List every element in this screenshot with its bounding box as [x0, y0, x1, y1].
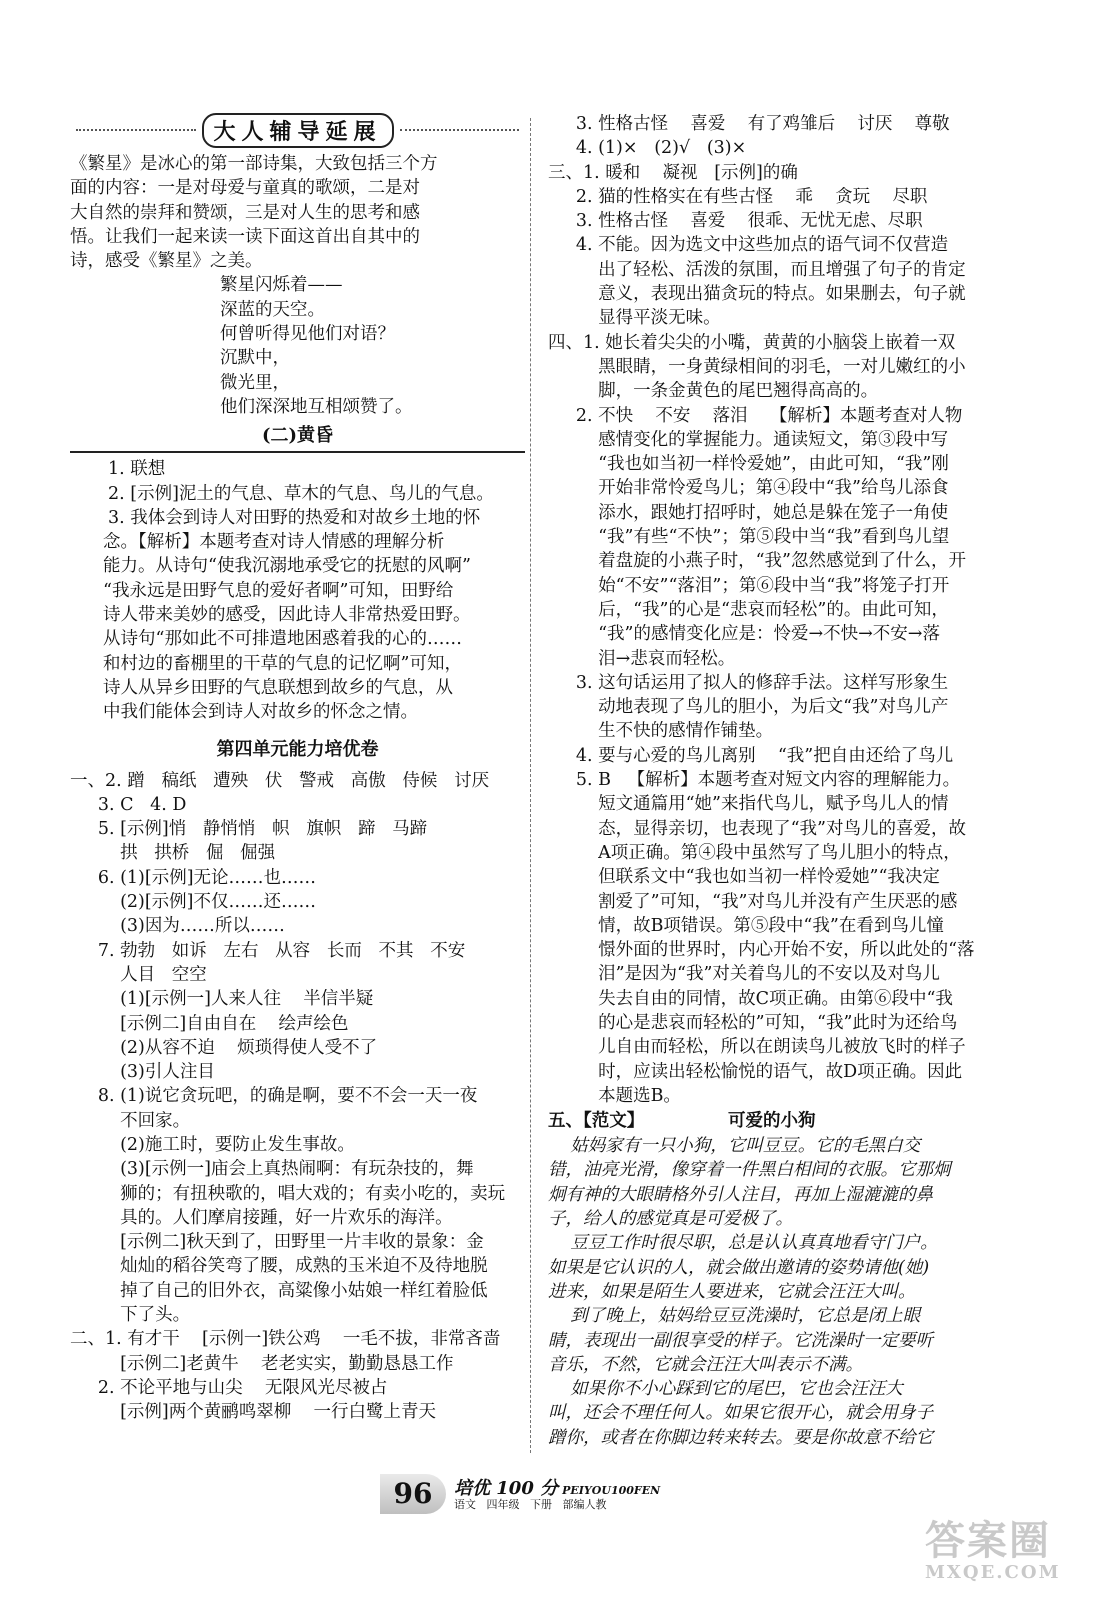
- poem-line: 沉默中，: [220, 348, 290, 369]
- essay-line: 到了晚上，姑妈给豆豆洗澡时，它总是闭上眼: [548, 1306, 921, 1327]
- answer-line: 儿自由而轻松，所以在朗读鸟儿被放飞时的样子: [548, 1037, 966, 1058]
- answer-line: 始“不安”“落泪”；第⑥段中当“我”将笼子打开: [548, 575, 950, 596]
- answer-line: 的心是悲哀而轻松的”可知，“我”此时为还给鸟: [548, 1012, 958, 1033]
- answer-line: 四、1. 她长着尖尖的小嘴，黄黄的小脑袋上嵌着一双: [548, 332, 956, 353]
- answer-line: 念。【解析】本题考查对诗人情感的理解分析: [103, 532, 445, 553]
- poem-line: 深蓝的天空。: [220, 299, 325, 320]
- essay-line: 蹭你，或者在你脚边转来转去。要是你故意不给它: [548, 1427, 933, 1448]
- poem-line: 何曾听得见他们对语？: [220, 324, 395, 345]
- answer-line: [示例二]自由自在 绘声绘色: [70, 1013, 349, 1034]
- answer-line: 开始非常怜爱鸟儿；第④段中“我”给鸟儿添食: [548, 478, 949, 499]
- answer-line: 狮的；有扭秧歌的，唱大戏的；有卖小吃的，卖玩: [70, 1183, 506, 1204]
- answer-line: 1. 联想: [108, 459, 166, 480]
- answer-line: 后，“我”的心是“悲哀而轻松”的。由此可知，: [548, 599, 949, 620]
- answer-line: 黑眼睛，一身黄绿相间的羽毛，一对儿嫩红的小: [548, 356, 966, 377]
- poem-line: 微光里，: [220, 372, 290, 393]
- answer-line: 出了轻松、活泼的氛围，而且增强了句子的肯定: [548, 259, 966, 280]
- watermark: [925, 1517, 1085, 1590]
- answer-line: 和村边的畜棚里的干草的气息的记忆啊”可知，: [103, 653, 462, 674]
- fanwen-header: [548, 1108, 1008, 1134]
- fanwen-title: 可爱的小狗: [728, 1111, 816, 1132]
- answer-line: 三、1. 暖和 凝视 [示例]的确: [548, 162, 798, 183]
- page-number: 96: [380, 1474, 446, 1514]
- column-divider: [530, 118, 531, 1453]
- essay-line: 叫，还会不理任何人。如果它很开心，就会用身子: [548, 1403, 933, 1424]
- section-huanghun-answers: [70, 457, 525, 724]
- unit-title: 第四单元能力培优卷: [216, 738, 379, 760]
- answer-line: 本题选B。: [548, 1085, 681, 1106]
- answer-line: 意义，表现出猫贪玩的特点。如果删去，句子就: [548, 284, 966, 305]
- section-title-huanghun: (二)黄昏: [70, 421, 525, 453]
- banner-dots-left: [76, 129, 196, 131]
- answer-line: 8. (1)说它贪玩吧，的确是啊，要不不会一天一夜: [70, 1086, 478, 1107]
- answer-line: 从诗句“那如此不可排遣地困惑着我的心的……: [103, 629, 462, 650]
- watermark-top: 答案圈: [925, 1517, 1051, 1564]
- answer-line: 2. [示例]泥土的气息、草木的气息、鸟儿的气息。: [108, 483, 494, 504]
- brand-name: 培优 100 分: [454, 1478, 559, 1499]
- answer-line: (2)施工时，要防止发生事故。: [70, 1134, 355, 1155]
- unit-answers: [70, 769, 525, 1425]
- answer-line: 情，故B项错误。第⑤段中“我”在看到鸟儿憧: [548, 915, 944, 936]
- answer-line: 泪”是因为“我”对关着鸟儿的不安以及对鸟儿: [548, 964, 940, 985]
- answer-line: 人目 空空: [70, 964, 207, 985]
- essay-line: 豆豆工作时很尽职，总是认认真真地看守门户。: [548, 1233, 938, 1254]
- answer-line: [示例二]秋天到了，田野里一片丰收的景象：金: [70, 1232, 484, 1253]
- essay-line: 进来，如果是陌生人要进来，它就会汪汪大叫。: [548, 1281, 916, 1302]
- answer-line: 时，应读出轻松愉悦的语气，故D项正确。因此: [548, 1061, 963, 1082]
- answer-line: “我”有些“不快”；第⑤段中当“我”看到鸟儿望: [548, 527, 950, 548]
- answer-line: 憬外面的世界时，内心开始不安，所以此处的“落: [548, 940, 975, 961]
- extension-banner: [70, 112, 525, 148]
- intro-line: 面的内容：一是对母爱与童真的歌颂，二是对: [70, 178, 420, 199]
- answer-line: 态，显得亲切，也表现了“我”对鸟儿的喜爱，故: [548, 818, 966, 839]
- answer-line: “我也如当初一样怜爱她”，由此可知，“我”刚: [548, 454, 949, 475]
- answer-line: 掉了自己的旧外衣，高粱像小姑娘一样红着脸低: [70, 1280, 488, 1301]
- answer-line: 感情变化的掌握能力。通读短文，第③段中写: [548, 429, 949, 450]
- book-meta: 语文 四年级 下册 部编人教: [454, 1498, 607, 1511]
- answer-line: 诗人从异乡田野的气息联想到故乡的气息，从: [103, 677, 453, 698]
- answer-line: 6. (1)[示例]无论……也……: [70, 867, 317, 888]
- answer-line: (3)[示例一]庙会上真热闹啊：有玩杂技的，舞: [70, 1159, 474, 1180]
- intro-paragraph: [70, 152, 525, 273]
- answer-line: (1)[示例一]人来人往 半信半疑: [70, 989, 374, 1010]
- essay-line: 姑妈家有一只小狗，它叫豆豆。它的毛黑白交: [548, 1136, 921, 1157]
- answer-line: 3. C 4. D: [70, 794, 187, 815]
- intro-line: 《繁星》是冰心的第一部诗集，大致包括三个方: [70, 154, 438, 174]
- left-column: [70, 112, 525, 1425]
- answer-line: 但联系文中“我也如当初一样怜爱她”“我决定: [548, 867, 940, 888]
- answer-line: 3. 这句话运用了拟人的修辞手法。这样写形象生: [548, 672, 949, 693]
- banner-dots-right: [400, 129, 520, 131]
- answer-line: 一、2. 蹭 稿纸 遭殃 伏 警戒 高傲 侍候 讨厌: [70, 770, 490, 791]
- answer-line: 7. 勃勃 如诉 左右 从容 长而 不其 不安: [70, 940, 466, 961]
- answer-line: 诗人带来美妙的感受，因此诗人非常热爱田野。: [103, 605, 471, 626]
- poem: [70, 273, 525, 419]
- watermark-bottom: MXQE.COM: [925, 1562, 1061, 1583]
- essay-line: 子，给人的感觉真是可爱极了。: [548, 1209, 793, 1230]
- answer-line: 3. 性格古怪 喜爱 很乖、无忧无虑、尽职: [548, 211, 923, 232]
- answer-line: 泪→悲哀而轻松。: [548, 648, 736, 669]
- answer-line: 2. 猫的性格实在有些古怪 乖 贪玩 尽职: [548, 186, 928, 207]
- answer-line: 4. 不能。因为选文中这些加点的语气词不仅营造: [548, 235, 949, 256]
- intro-line: 悟。让我们一起来读一读下面这首出自其中的: [70, 226, 420, 247]
- answer-line: 3. 性格古怪 喜爱 有了鸡雏后 讨厌 尊敬: [548, 114, 950, 134]
- answer-line: 不回家。: [70, 1110, 191, 1131]
- answer-line: 二、1. 有才干 [示例一]铁公鸡 一毛不拔，非常吝啬: [70, 1329, 501, 1350]
- answer-line: “我”的感情变化应是：怜爱→不快→不安→落: [548, 624, 940, 645]
- answer-line: 割爱了”可知，“我”对鸟儿并没有产生厌恶的感: [548, 891, 958, 912]
- answer-line: 着盘旋的小燕子时，“我”忽然感觉到了什么，开: [548, 551, 966, 572]
- answer-line: (2)从容不迫 烦琐得使人受不了: [70, 1037, 378, 1058]
- answer-line: 2. 不快 不安 落泪 【解析】本题考查对人物: [548, 405, 963, 426]
- answer-line: 4. 要与心爱的鸟儿离别 “我”把自由还给了鸟儿: [548, 745, 954, 766]
- page-footer: [380, 1474, 730, 1514]
- answer-line: “我永远是田野气息的爱好者啊”可知，田野给: [103, 580, 454, 601]
- essay-line: 音乐，不然，它就会汪汪大叫表示不满。: [548, 1354, 863, 1375]
- answer-line: 4. (1)× (2)√ (3)×: [548, 138, 747, 159]
- poem-line: 他们深深地互相颂赞了。: [220, 396, 413, 417]
- right-column: [548, 112, 1008, 1450]
- essay-line: 睛，表现出一副很享受的样子。它洗澡时一定要听: [548, 1330, 933, 1351]
- answer-line: 3. 我体会到诗人对田野的热爱和对故乡土地的怀: [108, 507, 481, 528]
- fanwen-label: 五、【范文】: [548, 1111, 645, 1132]
- right-answers: [548, 112, 1008, 1108]
- answer-line: 灿灿的稻谷笑弯了腰，成熟的玉米迫不及待地脱: [70, 1256, 488, 1277]
- answer-line: 显得平淡无味。: [548, 308, 721, 329]
- essay-line: 炯有神的大眼睛格外引人注目，再加上湿漉漉的鼻: [548, 1184, 933, 1205]
- essay-line: 如果你不小心踩到它的尾巴，它也会汪汪大: [548, 1379, 903, 1400]
- answer-line: 中我们能体会到诗人对故乡的怀念之情。: [103, 702, 418, 723]
- answer-line: 拱 拱桥 倔 倔强: [70, 843, 276, 864]
- poem-line: 繁星闪烁着——: [220, 275, 343, 296]
- answer-line: 脚，一条金黄色的尾巴翘得高高的。: [548, 381, 879, 402]
- answer-line: 生不快的感情作铺垫。: [548, 721, 774, 742]
- model-essay: [548, 1134, 1008, 1450]
- answer-line: (2)[示例]不仅……还……: [70, 892, 317, 913]
- answer-line: 下了头。: [70, 1305, 191, 1326]
- answer-line: 添水，跟她打招呼时，她总是躲在笼子一角使: [548, 502, 949, 523]
- essay-line: 错，油亮光滑，像穿着一件黑白相间的衣服。它那炯: [548, 1160, 951, 1181]
- answer-line: 能力。从诗句“使我沉溺地承受它的抚慰的风啊”: [103, 556, 471, 577]
- answer-line: 2. 不论平地与山尖 无限风光尽被占: [70, 1377, 388, 1398]
- essay-line: 如果是它认识的人，就会做出邀请的姿势请他(她): [548, 1257, 930, 1278]
- answer-line: 5. [示例]悄 静悄悄 帜 旗帜 蹄 马蹄: [70, 819, 428, 840]
- answer-line: (3)因为……所以……: [70, 916, 285, 937]
- answer-line: 失去自由的同情，故C项正确。由第⑥段中“我: [548, 988, 953, 1009]
- answer-line: [示例]两个黄鹂鸣翠柳 一行白鹭上青天: [70, 1402, 436, 1423]
- intro-line: 大自然的崇拜和赞颂，三是对人生的思考和感: [70, 202, 420, 223]
- intro-line: 诗，感受《繁星》之美。: [70, 251, 263, 272]
- answer-line: 短文通篇用“她”来指代鸟儿，赋予鸟儿人的情: [548, 794, 949, 815]
- banner-title: 大人辅导延展: [202, 113, 394, 148]
- answer-line: 具的。人们摩肩接踵，好一片欢乐的海洋。: [70, 1207, 453, 1228]
- answer-line: 5. B 【解析】本题考查对短文内容的理解能力。: [548, 770, 961, 791]
- answer-line: (3)引人注目: [70, 1062, 215, 1083]
- answer-line: [示例二]老黄牛 老老实实，勤勤恳恳工作: [70, 1353, 454, 1374]
- brand-latin: PEIYOU100FEN: [562, 1484, 661, 1497]
- answer-line: A项正确。第④段中虽然写了鸟儿胆小的特点，: [548, 842, 961, 863]
- answer-line: 动地表现了鸟儿的胆小，为后文“我”对鸟儿产: [548, 697, 949, 718]
